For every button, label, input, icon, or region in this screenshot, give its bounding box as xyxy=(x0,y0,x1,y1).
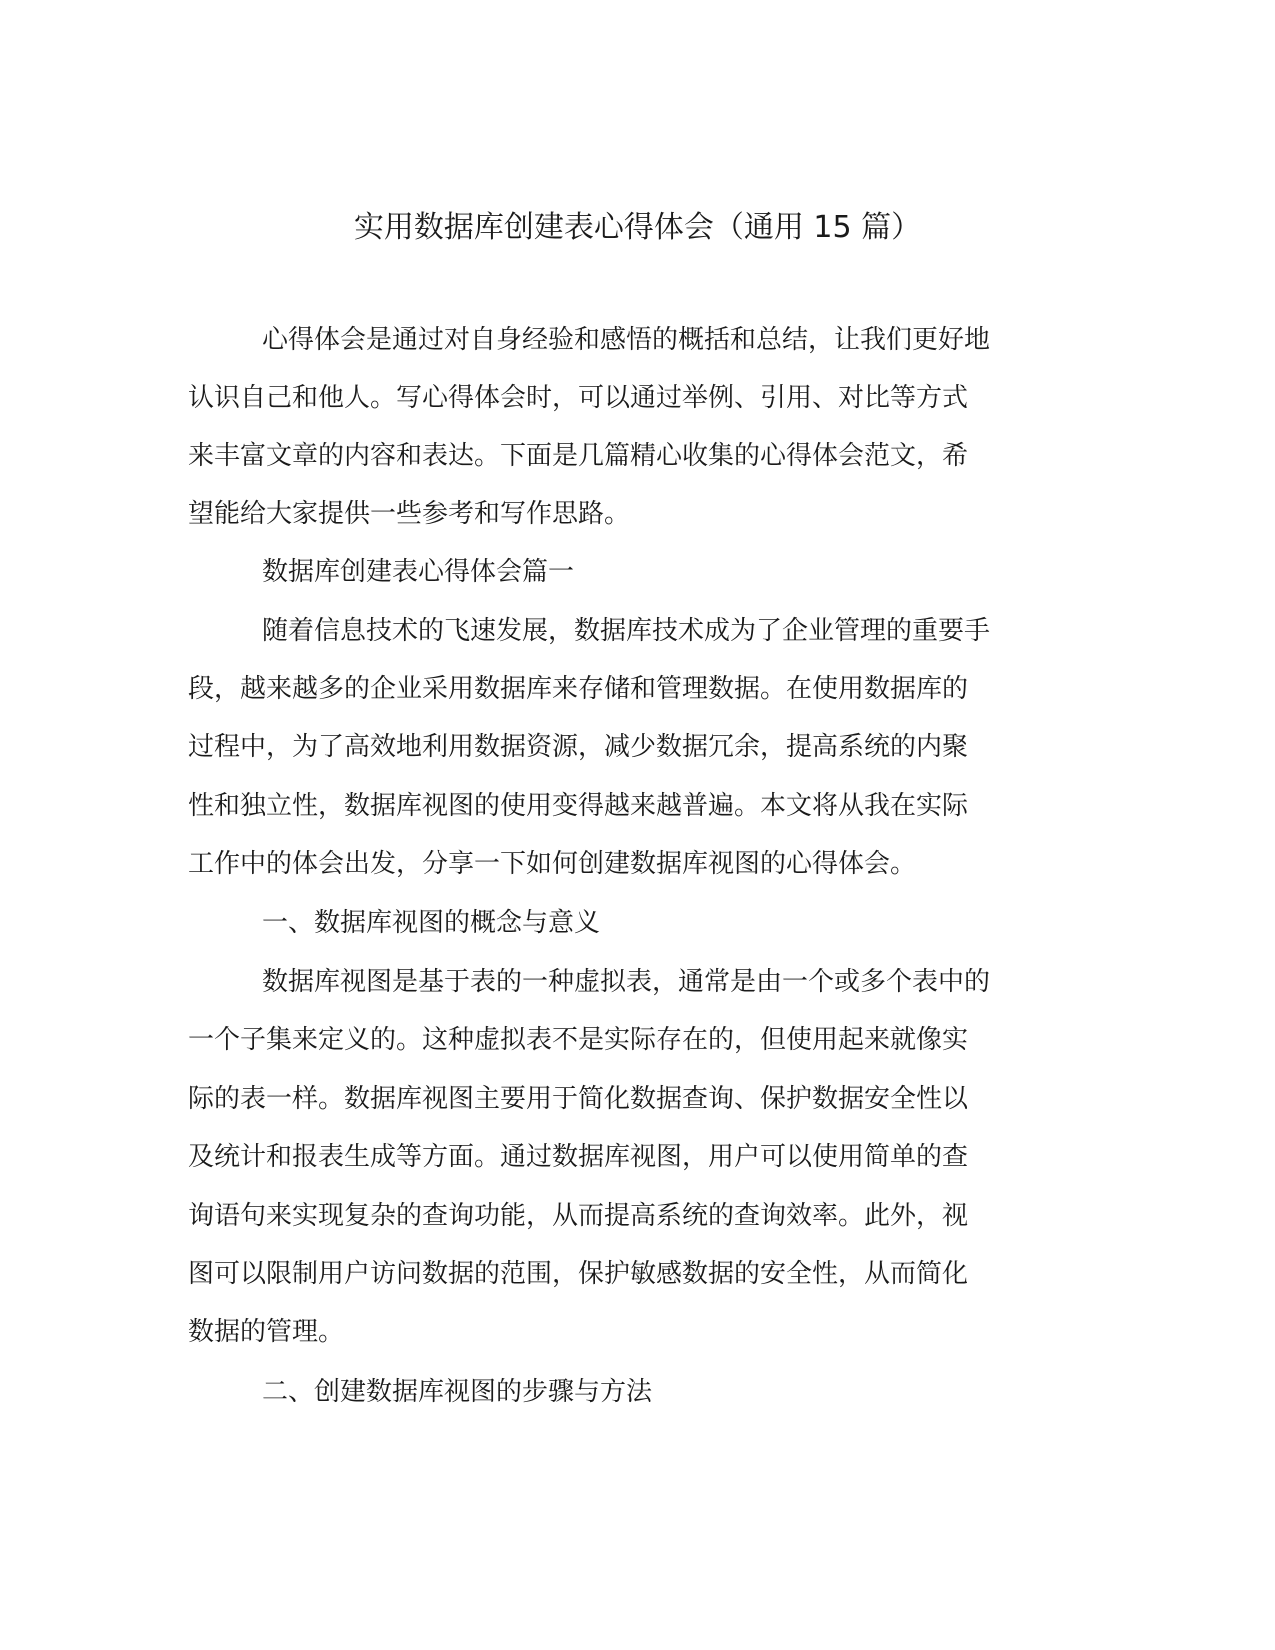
body-line-8: 际的表一样。数据库视图主要用于简化数据查询、保护数据安全性以 xyxy=(188,1084,969,1114)
body-line-5: 工作中的体会出发，分享一下如何创建数据库视图的心得体会。 xyxy=(188,849,917,879)
intro-line-2: 认识自己和他人。写心得体会时，可以通过举例、引用、对比等方式 xyxy=(188,383,969,413)
intro-line-1: 心得体会是通过对自身经验和感悟的概括和总结，让我们更好地 xyxy=(262,325,991,355)
intro-line-3: 来丰富文章的内容和表达。下面是几篇精心收集的心得体会范文，希 xyxy=(188,441,969,471)
body-line-7: 一个子集来定义的。这种虚拟表不是实际存在的，但使用起来就像实 xyxy=(188,1025,969,1055)
body-line-2: 段，越来越多的企业采用数据库来存储和管理数据。在使用数据库的 xyxy=(188,674,969,704)
body-line-6: 数据库视图是基于表的一种虚拟表，通常是由一个或多个表中的 xyxy=(262,967,991,997)
body-line-9: 及统计和报表生成等方面。通过数据库视图，用户可以使用简单的查 xyxy=(188,1142,969,1172)
subheading-steps: 二、创建数据库视图的步骤与方法 xyxy=(262,1377,653,1407)
section-heading-part-one: 数据库创建表心得体会篇一 xyxy=(262,557,575,587)
body-line-1: 随着信息技术的飞速发展，数据库技术成为了企业管理的重要手 xyxy=(262,616,991,646)
body-line-12: 数据的管理。 xyxy=(188,1317,345,1347)
body-line-4: 性和独立性，数据库视图的使用变得越来越普遍。本文将从我在实际 xyxy=(188,791,969,821)
body-line-11: 图可以限制用户访问数据的范围，保护敏感数据的安全性，从而简化 xyxy=(188,1259,969,1289)
body-line-3: 过程中，为了高效地利用数据资源，减少数据冗余，提高系统的内聚 xyxy=(188,732,969,762)
subheading-concept: 一、数据库视图的概念与意义 xyxy=(262,908,601,938)
body-line-10: 询语句来实现复杂的查询功能，从而提高系统的查询效率。此外，视 xyxy=(188,1201,969,1231)
intro-line-4: 望能给大家提供一些参考和写作思路。 xyxy=(188,499,631,529)
document-title: 实用数据库创建表心得体会（通用 15 篇） xyxy=(353,210,922,245)
